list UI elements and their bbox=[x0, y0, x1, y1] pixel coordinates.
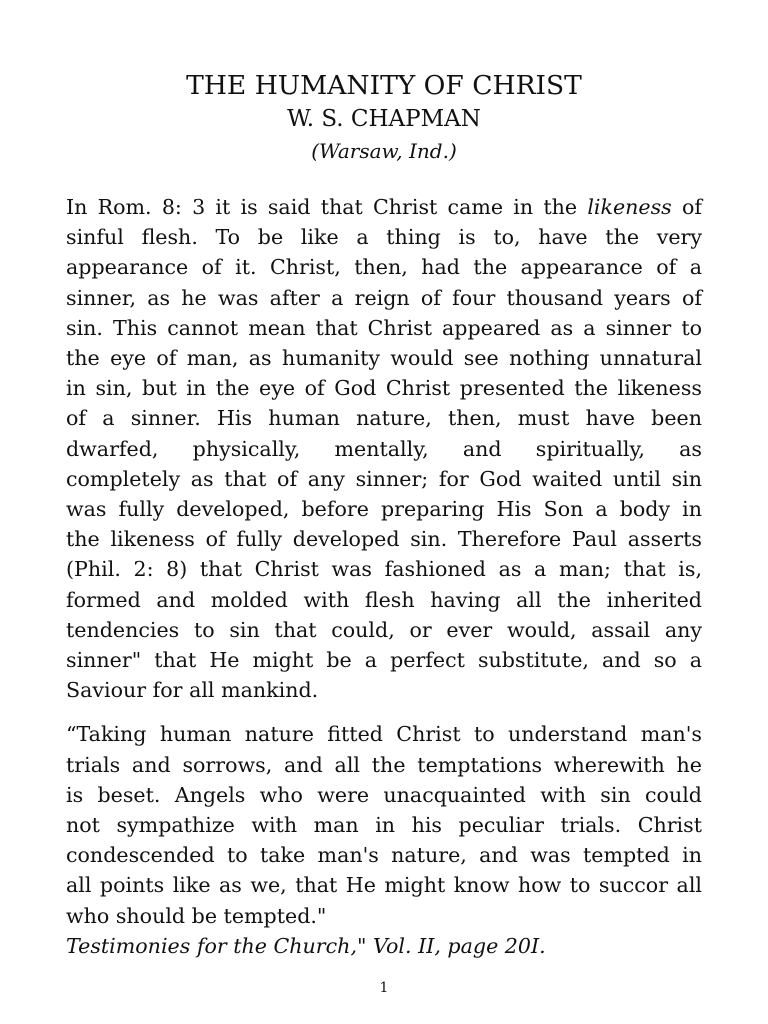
paragraph-line: (Phil. 2: 8) that Christ was fashioned as a man; that is, bbox=[66, 557, 702, 582]
text-run: of bbox=[671, 195, 702, 219]
paragraph-line: the likeness of fully developed sin. Therefore Paul asserts bbox=[66, 527, 702, 552]
citation: Testimonies for the Church," Vol. II, page 20I. bbox=[66, 933, 546, 958]
paragraph-line: completely as that of any sinner; for God waited until sin bbox=[66, 466, 702, 491]
paragraph-line: sin. This cannot mean that Christ appeared as a sinner to bbox=[66, 315, 702, 340]
paragraph-line: sinner" that He might be a perfect substitute, and so a bbox=[66, 648, 702, 673]
paragraph-line: condescended to take man's nature, and was tempted in bbox=[66, 843, 702, 868]
paragraph-line: who should be tempted." bbox=[66, 903, 327, 928]
author-name: W. S. CHAPMAN bbox=[287, 106, 481, 132]
document-title: THE HUMANITY OF CHRIST bbox=[186, 70, 582, 101]
paragraph-1 bbox=[66, 192, 702, 705]
paragraph-line: dwarfed, physically, mentally, and spiritually, as bbox=[66, 436, 702, 461]
paragraph-line: is beset. Angels who were unacquainted with sin could bbox=[66, 782, 702, 807]
paragraph-2 bbox=[66, 719, 702, 930]
paragraph-line: in sin, but in the eye of God Christ presented the likeness bbox=[66, 376, 702, 401]
paragraph-line: formed and molded with flesh having all the inherited bbox=[66, 587, 702, 612]
paragraph-line: all points like as we, that He might know how to succor all bbox=[66, 873, 702, 898]
paragraph-line: trials and sorrows, and all the temptations wherewith he bbox=[66, 752, 702, 777]
paragraph-line: “Taking human nature fitted Christ to understand man's bbox=[66, 722, 702, 747]
document-page bbox=[66, 68, 702, 961]
paragraph-line: was fully developed, before preparing His Son a body in bbox=[66, 497, 702, 522]
paragraph-line: sinful flesh. To be like a thing is to, have the very bbox=[66, 225, 702, 250]
text-run: In Rom. 8: 3 it is said that Christ came in the bbox=[66, 195, 588, 219]
paragraph-line: of a sinner. His human nature, then, must have been bbox=[66, 406, 702, 431]
paragraph-line: not sympathize with man in his peculiar trials. Christ bbox=[66, 813, 702, 838]
author-location: (Warsaw, Ind.) bbox=[311, 139, 457, 163]
page-number: 1 bbox=[379, 980, 389, 996]
paragraph-line: the eye of man, as humanity would see nothing unnatural bbox=[66, 346, 702, 371]
paragraph-line: tendencies to sin that could, or ever would, assail any bbox=[66, 617, 702, 642]
paragraph-line: Saviour for all mankind. bbox=[66, 678, 319, 703]
paragraph-line: sinner, as he was after a reign of four thousand years of bbox=[66, 285, 702, 310]
emphasis-text: likeness bbox=[587, 195, 672, 219]
paragraph-line: appearance of it. Christ, then, had the appearance of a bbox=[66, 255, 702, 280]
paragraph-line bbox=[66, 192, 702, 222]
